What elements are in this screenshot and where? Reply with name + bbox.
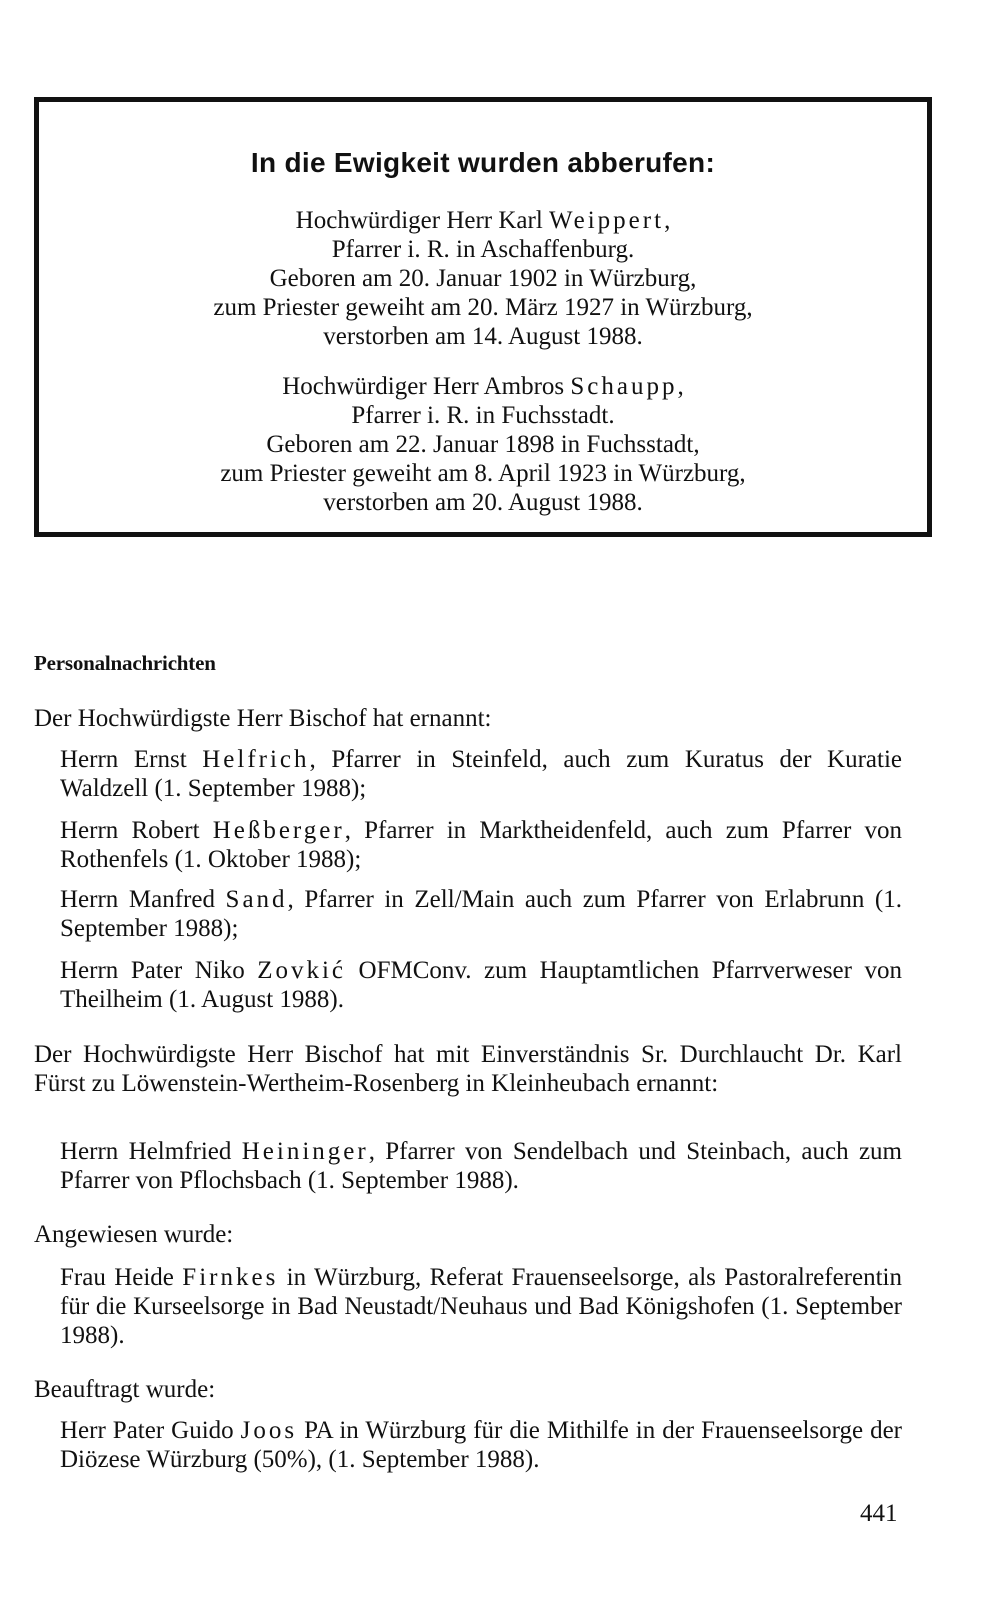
surname: Schaupp [570,373,678,400]
item-prefix: Herrn Ernst [60,746,203,773]
item-name: Firnkes [182,1264,279,1291]
intro-assigned: Angewiesen wurde: [34,1221,234,1248]
appointment-item [60,816,902,874]
obituary-line: zum Priester geweiht am 8. April 1923 in Würzburg, [220,460,746,487]
intro-commissioned: Beauftragt wurde: [34,1376,216,1403]
section-heading: Personalnachrichten [34,651,216,675]
obituary-line: Geboren am 20. Januar 1902 in Würzburg, [269,265,697,292]
item-name: Helfrich [202,746,310,773]
item-text: , Pfarrer in Marktheidenfeld, auch zum Pfarrer von Rothenfels (1. Oktober 1988); [60,817,903,873]
surname: Weippert [549,207,665,234]
item-prefix: Frau Heide [60,1264,183,1291]
obituary-name-line [39,372,927,401]
name-prefix: Hochwürdiger Herr Karl [295,207,550,234]
obituary-line: zum Priester geweiht am 20. März 1927 in Würzburg, [213,294,753,321]
intro-appointed: Der Hochwürdigste Herr Bischof hat ernannt: [34,705,492,732]
obituary-box [34,97,932,537]
appointment-item [60,956,902,1014]
intro-consent: Der Hochwürdigste Herr Bischof hat mit Einverständnis Sr. Durchlaucht Dr. Karl Fürst zu Löwenstein-Wertheim-Rosenberg in Kleinheubach ernannt: [34,1041,902,1097]
obituary-line: verstorben am 14. August 1988. [323,323,643,350]
item-text: in Würzburg, Referat Frauenseelsorge, als Pastoralreferentin für die Kurseelsorge in Bad Neustadt/Neuhaus und Bad Königshofen (1. September 1988). [60,1264,902,1349]
obituary-line: Pfarrer i. R. in Aschaffenburg. [331,236,635,263]
item-text: PA in Würzburg für die Mithilfe in der Frauenseelsorge der Diözese Würzburg (50%), (1. September 1988). [60,1417,902,1473]
item-prefix: Herrn Robert [60,817,213,844]
page-number: 441 [860,1500,898,1527]
item-text: , Pfarrer in Steinfeld, auch zum Kuratus der Kuratie Waldzell (1. September 1988); [60,746,903,802]
item-name: Zovkić [257,957,347,984]
consent-appointment-item [60,1137,902,1195]
item-name: Heßberger [212,817,345,844]
item-name: Heininger [241,1138,369,1165]
obituary-entry [39,372,927,517]
assignment-item [60,1263,902,1350]
commission-item [60,1416,902,1474]
obituary-entry [39,206,927,351]
item-prefix: Herr Pater Guido [60,1417,241,1444]
obituary-title: In die Ewigkeit wurden abberufen: [250,147,716,178]
item-name: Joos [240,1417,298,1444]
name-prefix: Hochwürdiger Herr Ambros [282,373,571,400]
item-text: OFMConv. zum Hauptamtlichen Pfarrverweser von Theilheim (1. August 1988). [60,957,902,1013]
obituary-name-line [39,206,927,235]
item-prefix: Herrn Pater Niko [60,957,258,984]
appointment-item [60,885,902,943]
item-prefix: Herrn Helmfried [60,1138,242,1165]
name-suffix: , [664,207,671,234]
appointment-item [60,745,902,803]
obituary-line: Pfarrer i. R. in Fuchsstadt. [351,402,615,429]
name-suffix: , [677,373,684,400]
item-prefix: Herrn Manfred [60,886,226,913]
obituary-line: verstorben am 20. August 1988. [323,489,643,516]
item-text: , Pfarrer in Zell/Main auch zum Pfarrer von Erlabrunn (1. September 1988); [60,886,903,942]
item-name: Sand [225,886,288,913]
item-text: , Pfarrer von Sendelbach und Steinbach, auch zum Pfarrer von Pflochsbach (1. September 1988). [60,1138,902,1194]
obituary-line: Geboren am 22. Januar 1898 in Fuchsstadt, [266,431,700,458]
